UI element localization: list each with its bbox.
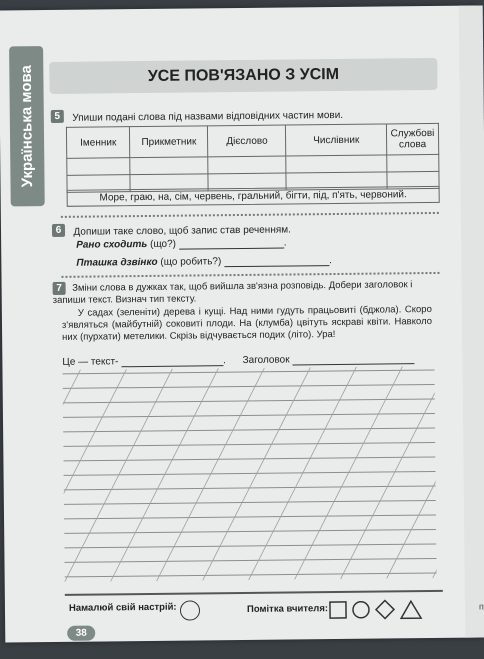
dotted-divider xyxy=(61,272,439,278)
page-title: УСЕ ПОВ'ЯЗАНО З УСІМ xyxy=(49,58,437,94)
column-header: Іменник xyxy=(66,127,130,159)
next-page-edge xyxy=(459,5,484,637)
workbook-page xyxy=(0,6,483,643)
writing-lines[interactable] xyxy=(62,366,436,590)
circle-icon[interactable] xyxy=(353,602,369,618)
writing-line xyxy=(64,515,436,519)
column-header: Прикметник xyxy=(130,126,208,158)
answer-blank-1[interactable] xyxy=(179,248,284,250)
story-text xyxy=(62,304,432,344)
title-label: Заголовок xyxy=(242,354,290,366)
column-header: Службові слова xyxy=(386,123,438,155)
table-cell[interactable] xyxy=(387,154,439,172)
square-icon[interactable] xyxy=(330,602,346,618)
answer-blank-2[interactable] xyxy=(224,265,329,267)
next-page-fragment: п xyxy=(478,601,484,612)
task-6-number: 6 xyxy=(52,224,65,237)
page-number: 38 xyxy=(67,626,95,641)
text-type-label: Це — текст- xyxy=(62,356,119,368)
writing-line xyxy=(64,529,436,533)
task-6-phrase-1: Рано сходить xyxy=(76,238,148,251)
writing-line xyxy=(63,442,435,446)
writing-line xyxy=(64,544,436,548)
writing-line xyxy=(63,457,435,461)
column-header: Дієслово xyxy=(208,125,286,157)
mood-circle[interactable] xyxy=(180,600,200,620)
task-7-number: 7 xyxy=(53,282,66,295)
mood-label: Намалюй свій настрій: xyxy=(68,601,177,614)
text-type-blank[interactable] xyxy=(121,365,223,367)
word-bank: Море, граю, на, сім, червень, гральний, бігти, під, п'ять, червоний. xyxy=(67,186,440,207)
writing-line xyxy=(63,413,435,417)
subject-tab xyxy=(9,46,45,206)
triangle-icon[interactable] xyxy=(401,601,421,618)
table-cell[interactable] xyxy=(130,157,208,175)
task-6-line-2: Пташка дзвінко (що робить?) . xyxy=(76,255,332,269)
footer-divider xyxy=(65,590,443,596)
table-cell[interactable] xyxy=(208,156,286,174)
task-6-hint-2: (що робить?) xyxy=(160,256,222,268)
task-6-phrase-2: Пташка дзвінко xyxy=(76,256,158,269)
task-6-hint-1: (що?) xyxy=(150,238,177,250)
task-6-header xyxy=(52,218,432,240)
task-6-line-1: Рано сходить (що?) . xyxy=(76,237,287,251)
title-blank[interactable] xyxy=(292,363,414,365)
column-header: Числівник xyxy=(286,124,387,156)
subject-label: Українська мова xyxy=(17,65,37,188)
table-cell[interactable] xyxy=(286,155,387,173)
dotted-divider xyxy=(61,212,439,218)
task-5-instruction: Упиши подані слова під назвами відповідних частин мови. xyxy=(72,109,344,124)
writing-line xyxy=(63,370,435,374)
task-6-instruction: Допиши таке слово, щоб запис став реченням. xyxy=(73,224,291,238)
parts-of-speech-table xyxy=(66,123,440,193)
task-5-number: 5 xyxy=(51,110,64,123)
task-7-header xyxy=(53,278,438,307)
task-7-answers: Це — текст- . Заголовок xyxy=(62,353,432,368)
task-7-instruction: Зміни слова в дужках так, щоб вийшла зв'язна розповідь. Добери заголовок і запиши текст. Визнач тип тексту. xyxy=(52,279,413,306)
story-paragraph: У садах (зеленіти) дерева і кущі. Над ними гудуть працьовиті (бджола). Скоро з'являться (майбутній) соковиті плоди. На (клумба) цвітуть яскраві квіти. Навколо них (пурхати) метелики. Скрізь відчувається подих (літо). Ура! xyxy=(61,304,433,343)
writing-line xyxy=(63,428,435,432)
teacher-note-label: Помітка вчителя: xyxy=(246,603,329,615)
teacher-marks xyxy=(329,599,424,620)
diamond-icon[interactable] xyxy=(376,600,394,618)
table-cell[interactable] xyxy=(67,158,130,176)
